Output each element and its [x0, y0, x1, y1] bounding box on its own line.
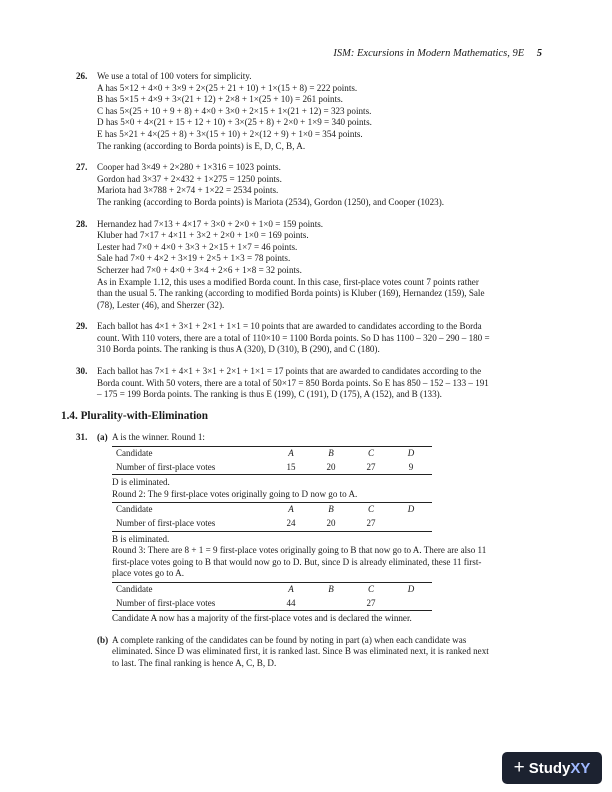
- table-cell: 24: [272, 517, 312, 531]
- text-line: A complete ranking of the candidates can be found by noting in part (a) when each candidate was: [112, 634, 467, 645]
- problem-28: [76, 219, 548, 312]
- text-line: Candidate A now has a majority of the first-place votes and is declared the winner.: [112, 613, 412, 624]
- header-title: ISM: Excursions in Modern Mathematics, 9E: [333, 48, 525, 59]
- table-header-cell: Candidate: [112, 447, 272, 461]
- table-cell: [392, 597, 432, 611]
- text-line: 310 Borda points. The ranking is thus A (320), D (310), B (290), and C (180).: [97, 344, 380, 355]
- text-line: The ranking (according to Borda points) is Mariota (2534), Gordon (1250), and Cooper (1023).: [97, 196, 444, 207]
- logo-accent: XY: [570, 759, 591, 777]
- table-row: [112, 503, 432, 517]
- table-header-cell: Number of first-place votes: [112, 597, 272, 611]
- table-cell: D: [392, 582, 432, 596]
- text-line: A has 5×12 + 4×0 + 3×9 + 2×(25 + 21 + 10) + 1×(15 + 8) = 222 points.: [97, 82, 358, 93]
- table-row: [112, 517, 432, 531]
- text-line: The ranking (according to Borda points) is E, D, C, B, A.: [97, 140, 306, 151]
- table-header-cell: Number of first-place votes: [112, 517, 272, 531]
- text-line: place votes go to A.: [112, 568, 184, 579]
- logo-text: Study: [528, 759, 571, 777]
- table-cell: A: [272, 503, 312, 517]
- table-cell: 27: [352, 517, 392, 531]
- text-line: Borda count. With 50 voters, there are a total of 50×17 = 850 Borda points. So E has 850 – 152 – 133 – 191: [97, 377, 489, 388]
- part-label: (b): [97, 634, 109, 645]
- part-a: [97, 432, 548, 624]
- round2-table: [112, 502, 432, 531]
- table-header-cell: Candidate: [112, 582, 272, 596]
- text-line: B is eliminated.: [112, 533, 170, 544]
- problem-26: [76, 71, 548, 152]
- text-line: count. With 110 voters, there are a total of 110×10 = 1100 Borda points. So D has 1100 – 320 – 290 – 180 =: [97, 332, 490, 343]
- table-cell: C: [352, 582, 392, 596]
- text-line: Mariota had 3×788 + 2×74 + 1×22 = 2534 points.: [97, 185, 279, 196]
- text-line: Sale had 7×0 + 4×2 + 3×19 + 2×5 + 1×3 = 78 points.: [97, 253, 291, 264]
- table-cell: 20: [312, 517, 352, 531]
- text-line: to last. The final ranking is hence A, C, B, D.: [112, 657, 277, 668]
- text-line: Hernandez had 7×13 + 4×17 + 3×0 + 2×0 + 1×0 = 159 points.: [97, 218, 324, 229]
- problem-number: 27.: [76, 162, 88, 173]
- problem-27: [76, 162, 548, 208]
- page-number: 5: [536, 48, 542, 59]
- table-row: [112, 461, 432, 475]
- text-line: D has 5×0 + 4×(21 + 15 + 12 + 10) + 3×(25 + 8) + 2×0 + 1×9 = 340 points.: [97, 117, 372, 128]
- table-cell: [392, 517, 432, 531]
- table-cell: 27: [352, 597, 392, 611]
- problem-number: 30.: [76, 366, 88, 377]
- problem-30: [76, 366, 548, 401]
- table-cell: D: [392, 503, 432, 517]
- text-line: Round 3: There are 8 + 1 = 9 first-place votes originally going to B that now go to A. There are also 11: [112, 545, 487, 556]
- text-line: Kluber had 7×17 + 4×11 + 3×2 + 2×0 + 1×0 = 169 points.: [97, 230, 309, 241]
- table-cell: B: [312, 582, 352, 596]
- text-line: C has 5×(25 + 10 + 9 + 8) + 4×0 + 3×0 + 2×15 + 1×(21 + 12) = 323 points.: [97, 105, 372, 116]
- text-line: Each ballot has 4×1 + 3×1 + 2×1 + 1×1 = 10 points that are awarded to candidates according to the Borda: [97, 321, 482, 332]
- table-cell: 27: [352, 461, 392, 475]
- text-line: B has 5×15 + 4×9 + 3×(21 + 12) + 2×8 + 1×(25 + 10) = 261 points.: [97, 94, 343, 105]
- plus-icon: +: [513, 757, 525, 778]
- problem-29: [76, 321, 548, 356]
- text-line: than the usual 5. The ranking (according to modified Borda points) is Kluber (169), Hernandez (159), Sale: [97, 288, 485, 299]
- problem-number: 31.: [76, 432, 88, 443]
- part-b: [97, 635, 548, 670]
- round3-table: [112, 582, 432, 611]
- page-body: [61, 71, 548, 680]
- table-row: [112, 597, 432, 611]
- table-cell: B: [312, 503, 352, 517]
- running-header: [333, 48, 542, 59]
- text-line: D is eliminated.: [112, 477, 170, 488]
- part-label: (a): [97, 432, 108, 443]
- table-cell: 15: [272, 461, 312, 475]
- table-header-cell: Candidate: [112, 503, 272, 517]
- text-line: (78), Lester (46), and Sherzer (32).: [97, 299, 225, 310]
- section-heading: 1.4. Plurality-with-Elimination: [61, 409, 208, 422]
- problem-number: 28.: [76, 218, 88, 229]
- text-line: Gordon had 3×37 + 2×432 + 1×275 = 1250 points.: [97, 173, 282, 184]
- text-line: first-place votes going to B that would now go to D. But, since D is already eliminated, these 11 first-: [112, 556, 482, 567]
- text-line: E has 5×21 + 4×(25 + 8) + 3×(15 + 10) + 2×(12 + 9) + 1×0 = 354 points.: [97, 128, 363, 139]
- table-header-cell: Number of first-place votes: [112, 461, 272, 475]
- problem-31: [76, 432, 548, 669]
- table-cell: [312, 597, 352, 611]
- table-cell: C: [352, 503, 392, 517]
- problem-number: 29.: [76, 321, 88, 332]
- table-cell: B: [312, 447, 352, 461]
- table-cell: 20: [312, 461, 352, 475]
- table-cell: 9: [392, 461, 432, 475]
- text-line: Lester had 7×0 + 4×0 + 3×3 + 2×15 + 1×7 = 46 points.: [97, 241, 298, 252]
- round1-table: [112, 446, 432, 475]
- problem-number: 26.: [76, 71, 88, 81]
- table-cell: A: [272, 582, 312, 596]
- text-line: Each ballot has 7×1 + 4×1 + 3×1 + 2×1 + 1×1 = 17 points that are awarded to candidates according to the: [97, 366, 482, 377]
- text-line: As in Example 1.12, this uses a modified Borda count. In this case, first-place votes count 7 points rather: [97, 276, 479, 287]
- table-cell: 44: [272, 597, 312, 611]
- text-line: Cooper had 3×49 + 2×280 + 1×316 = 1023 points.: [97, 162, 281, 173]
- table-cell: A: [272, 447, 312, 461]
- text-line: We use a total of 100 voters for simplicity.: [97, 71, 252, 81]
- table-cell: D: [392, 447, 432, 461]
- text-line: – 175 = 199 Borda points. The ranking is thus E (199), C (191), D (175), A (152), and B (133).: [97, 389, 442, 400]
- text-line: eliminated. Since D was eliminated first, it is ranked last. Since B was eliminated next, it is ranked next: [112, 646, 489, 657]
- text-line: Scherzer had 7×0 + 4×0 + 3×4 + 2×6 + 1×8 = 32 points.: [97, 264, 302, 275]
- table-cell: C: [352, 447, 392, 461]
- text-line: Round 2: The 9 first-place votes originally going to D now go to A.: [112, 488, 358, 499]
- table-row: [112, 447, 432, 461]
- studyxy-logo[interactable]: [502, 752, 602, 784]
- table-row: [112, 582, 432, 596]
- text-line: A is the winner. Round 1:: [112, 432, 205, 443]
